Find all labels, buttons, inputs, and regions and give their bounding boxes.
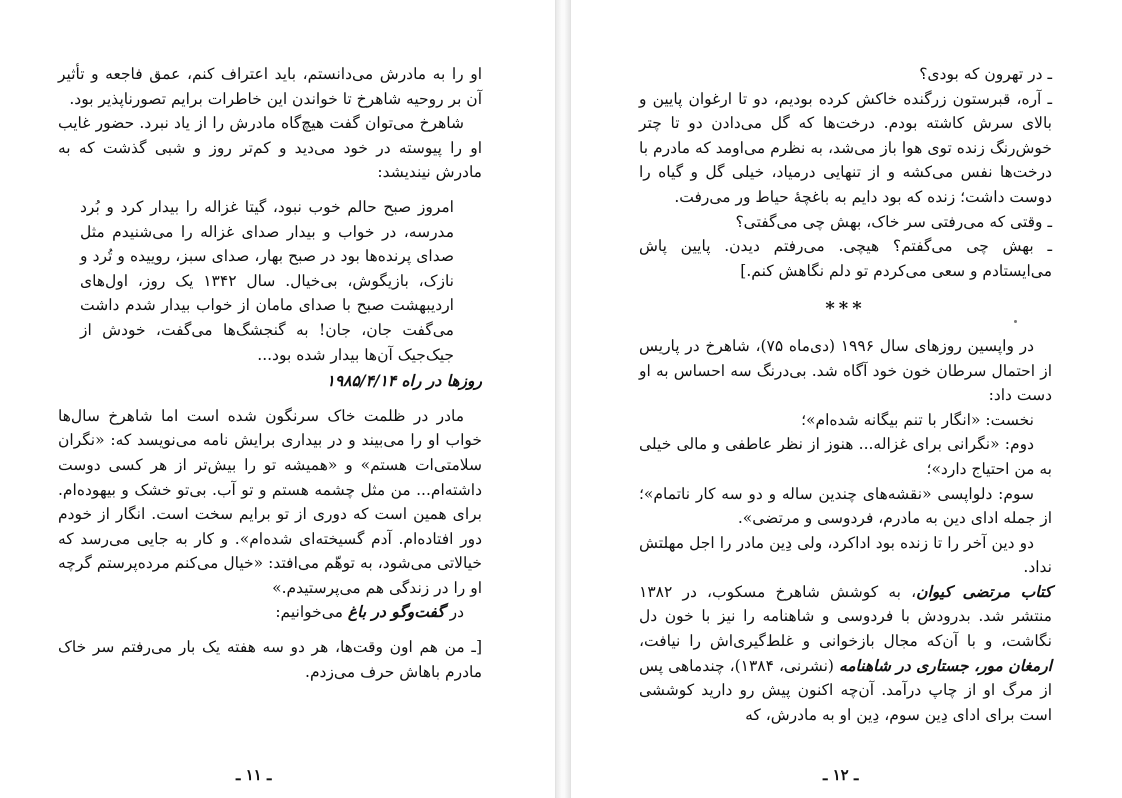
speck bbox=[1014, 320, 1017, 323]
paragraph: مادر در ظلمت خاک سرنگون شده است اما شاهرخ سال‌ها خواب او را می‌بیند و در بیداری برایش نامه می‌نویسد که: «نگران سلامتی‌ات هستم» و «همیشه تو را بیش‌تر از هر کسی دوست داشته‌ام... من مثل چشمه هستم و تو آب. بی‌تو خشک و بیهوده‌ام. برای همین است که دوری از تو برایم سخت است. انگار از خودم دور افتاده‌ام. آدم گسیخته‌ای شده‌ام». و کار به جایی می‌رسد که خیالاتی می‌شود، به توهّم می‌افتد: «خیال می‌کنم مرده‌پرستم گرچه او را در زندگی هم می‌پرستیدم.» bbox=[58, 406, 482, 597]
book-title: گفت‌وگو در باغ bbox=[347, 602, 445, 622]
quote-source-date: ۱۹۸۵/۴/۱۴ bbox=[326, 371, 397, 391]
paragraph: شاهرخ می‌توان گفت هیچ‌گاه مادرش را از یاد نبرد. حضور غایب او را پیوسته در خود می‌دید و کم‌تر روز و شبی گذشت که به مادرش نیندیشد: bbox=[58, 114, 482, 182]
paragraph-text: ، به کوشش شاهرخ مسکوب، در ۱۳۸۲ منتشر شد. بدرودش با فردوسی و شاهنامه را نیز با خون دل نگاشت، و با آن‌که مجال بازخوانی و غلط‌گیری‌اش را نیافت، bbox=[639, 582, 1052, 651]
book-gutter bbox=[556, 0, 570, 798]
book-title: ارمغان مور، جستاری در شاهنامه bbox=[838, 655, 1052, 675]
intro-line bbox=[58, 600, 482, 625]
dialog-line: ـ در تهرون که بودی؟ bbox=[919, 65, 1052, 83]
list-item: سوم: دلواپسی «نقشه‌های چندین ساله و دو سه کار ناتمام»؛ از جمله ادای دین به مادرم، فردوسی و مرتضی». bbox=[639, 484, 1052, 528]
quote-source bbox=[58, 369, 482, 394]
right-page bbox=[570, 0, 1122, 798]
dialog-line: ـ بهش چی می‌گفتم؟ هیچی. می‌رفتم دیدن. پایین پاش می‌ایستادم و سعی می‌کردم تو دلم نگاهش کنم.] bbox=[639, 237, 1052, 280]
right-page-text bbox=[639, 62, 1052, 727]
book-title: کتاب مرتضی کیوان bbox=[916, 581, 1052, 601]
quote-source-title: روزها در راه bbox=[401, 371, 482, 391]
quoted-diary-entry bbox=[80, 195, 454, 367]
dialog-line: [ـ من هم اون وقت‌ها، هر دو سه هفته یک بار می‌رفتم سر خاک مادرم باهاش حرف می‌زدم. bbox=[58, 638, 482, 681]
intro-suffix: می‌خوانیم: bbox=[275, 603, 348, 622]
spacer bbox=[58, 625, 482, 635]
left-page bbox=[0, 0, 556, 798]
list-item: دوم: «نگرانی برای غزاله... هنوز از نظر عاطفی و مالی خیلی به من احتیاج دارد»؛ bbox=[639, 435, 1052, 478]
page-number: ـ ۱۱ ـ bbox=[236, 766, 272, 784]
paragraph bbox=[639, 580, 1052, 728]
paragraph: دو دین آخر را تا زنده بود اداکرد، ولی دِین مادر را اجل مهلتش نداد. bbox=[639, 533, 1052, 577]
list-item: نخست: «انگار با تنم بیگانه شده‌ام»؛ bbox=[801, 410, 1034, 429]
dialog-line: ـ آره، قبرستون زرگنده خاکش کرده بودیم، دو تا ارغوان پایین و بالای سرش کاشته بودم. درخت‌ها که گل می‌دادن دو تا چتر خوش‌رنگ زنده توی هوا باز می‌شد، به نظرم می‌اومد که مادرم با درخت‌ها نفس می‌کشه و از تنهایی درمیاد، خیلی گل و گیاه را دوست داشت؛ زنده که بود دایم به باغچهٔ حیاط ور می‌رفت. bbox=[639, 89, 1052, 206]
page-number: ـ ۱۲ ـ bbox=[823, 766, 859, 784]
left-page-text bbox=[58, 62, 482, 684]
paragraph: در واپسین روزهای سال ۱۹۹۶ (دی‌ماه ۷۵)، شاهرخ در پاریس از احتمال سرطان خون خود آگاه شد. بی‌درنگ سه احساس به او دست داد: bbox=[639, 336, 1052, 405]
intro-prefix: در bbox=[444, 603, 464, 622]
dialog-line: ـ وقتی که می‌رفتی سر خاک، بهش چی می‌گفتی؟ bbox=[735, 212, 1052, 231]
section-separator: *** bbox=[825, 298, 866, 320]
paragraph: او را به مادرش می‌دانستم، باید اعتراف کنم، عمق فاجعه و تأثیر آن بر روحیه شاهرخ تا خواندن این خاطرات برایم تصورناپذیر بود. bbox=[58, 65, 482, 108]
quote-text: امروز صبح حالم خوب نبود، گیتا غزاله را بیدار کرد و بُرد مدرسه، در خواب و بیدار صدای غزاله را می‌شنیدم مثل صدای پرنده‌ها بود در صبح بهار، صدای سبز، روییده و تُرد و نازک، بازیگوش، بی‌خیال. سال ۱۳۴۲ یک روز، اول‌های اردیبهشت صبح با صدای مامان از خواب بیدار شدم داشت می‌گفت جان، جان! به گنجشگ‌ها می‌گفت، خودش از جیک‌جیک آن‌ها بیدار شده بود... bbox=[80, 197, 454, 364]
paragraph-text: (نشرنی، ۱۳۸۴)، چندماهی پس از مرگ او از چاپ درآمد. آن‌چه اکنون پیش رو دارید کوششی است برای ادای دِین سوم، دِین او به مادرش، که bbox=[639, 656, 1052, 724]
